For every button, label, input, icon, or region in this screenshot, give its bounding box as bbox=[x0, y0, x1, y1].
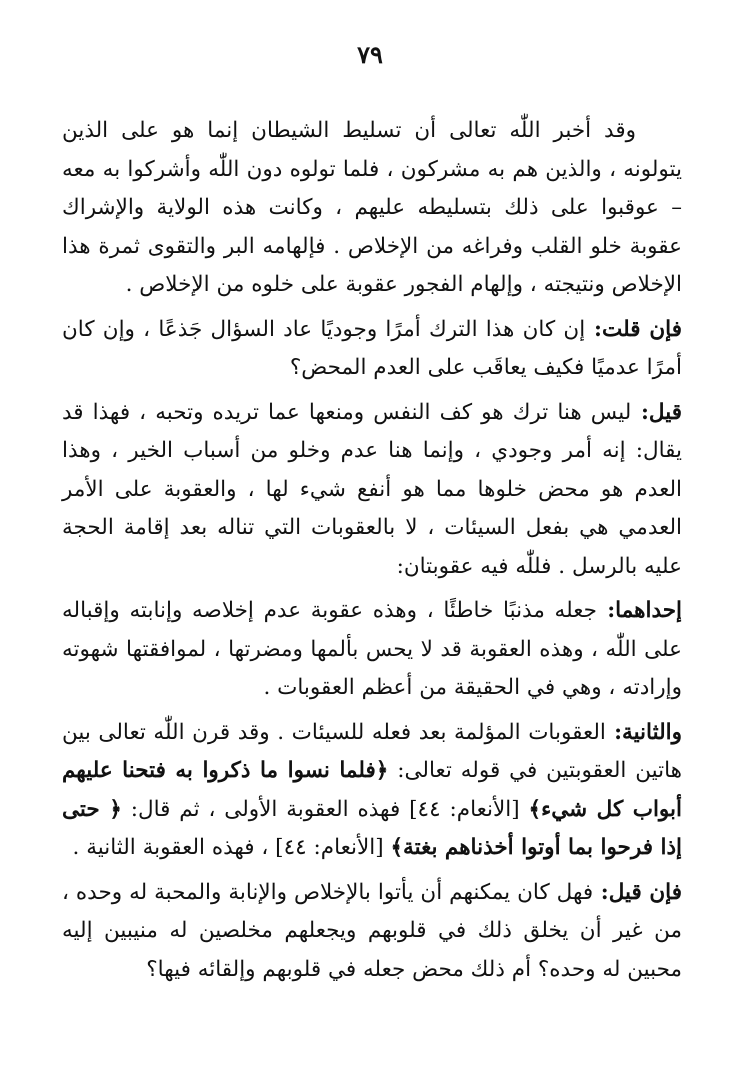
paragraph-text: جعله مذنبًا خاطئًا ، وهذه عقوبة عدم إخلاصه وإنابته وإقباله على اللّٰه ، وهذه العقوبة قد لا يحس بألمها ومضرتها ، لموافقتها شهوته وإرادته ، وهي في الحقيقة من أعظم العقوبات . bbox=[62, 598, 682, 700]
lead-phrase: قيل: bbox=[631, 399, 682, 425]
paragraph-text: ليس هنا ترك هو كف النفس ومنعها عما تريده وتحبه ، فهذا قد يقال: إنه أمر وجودي ، وإنما هنا عدم وخلو من أسباب الخير ، وهذا العدم هو محض خلوها مما هو أنفع شيء لها ، والعقوبة على الأمر العدمي هي بفعل السيئات ، لا بالعقوبات التي تناله بعد إقامة الحجة عليه بالرسل . فللّٰه فيه عقوبتان: bbox=[62, 399, 682, 579]
lead-phrase: والثانية: bbox=[605, 719, 682, 745]
paragraph-text: فهل كان يمكنهم أن يأتوا بالإخلاص والإنابة والمحبة له وحده ، من غير أن يخلق ذلك في قلوبهم ويجعلهم مخلصين له منيبين إليه محبين له وحده؟ أم ذلك محض جعله في قلوبهم وإلقائه فيها؟ bbox=[62, 879, 682, 982]
quran-verse: ﴿ حتى إذا فرحوا بما أوتوا أخذناهم بغتة﴾ bbox=[62, 796, 682, 860]
paragraph bbox=[62, 592, 682, 708]
paragraph-text: العقوبات المؤلمة بعد فعله للسيئات . وقد قرن اللّٰه تعالى بين هاتين العقوبتين في قوله تعالى: bbox=[62, 719, 683, 783]
paragraph-text: [الأنعام: ٤٤] ، فهذه العقوبة الثانية . bbox=[72, 835, 384, 860]
quran-verse: ﴿فلما نسوا ما ذكروا به فتحنا عليهم أبواب كل شيء﴾ bbox=[62, 758, 682, 822]
paragraph-text: [الأنعام: ٤٤] فهذه العقوبة الأولى ، ثم قال: bbox=[121, 796, 520, 822]
paragraph bbox=[62, 714, 682, 868]
paragraph bbox=[62, 311, 682, 388]
paragraph-text: وقد أخبر اللّٰه تعالى أن تسليط الشيطان إنما هو على الذين يتولونه ، والذين هم به مشركون ، فلما تولوه دون اللّٰه وأشركوا به معه – عوقبوا على ذلك بتسليطه عليهم ، وكانت هذه الولاية والإشراك عقوبة خلو القلب وفراغه من الإخلاص . فإلهامه البر والتقوى ثمرة هذا الإخلاص ونتيجته ، وإلهام الفجور عقوبة على خلوه من الإخلاص . bbox=[62, 118, 682, 297]
lead-phrase: فإن قلت: bbox=[585, 316, 682, 342]
lead-phrase: فإن قيل: bbox=[593, 879, 682, 905]
paragraph bbox=[62, 112, 682, 305]
paragraph-text: إن كان هذا الترك أمرًا وجوديًا عاد السؤال جَذعًا ، وإن كان أمرًا عدميًا فكيف يعاقَب على العدم المحض؟ bbox=[62, 316, 682, 380]
lead-phrase: إحداهما: bbox=[596, 598, 683, 623]
page-number: ٧٩ bbox=[357, 40, 383, 69]
paragraph bbox=[62, 394, 682, 587]
paragraph bbox=[62, 874, 682, 990]
body-text bbox=[62, 112, 682, 989]
